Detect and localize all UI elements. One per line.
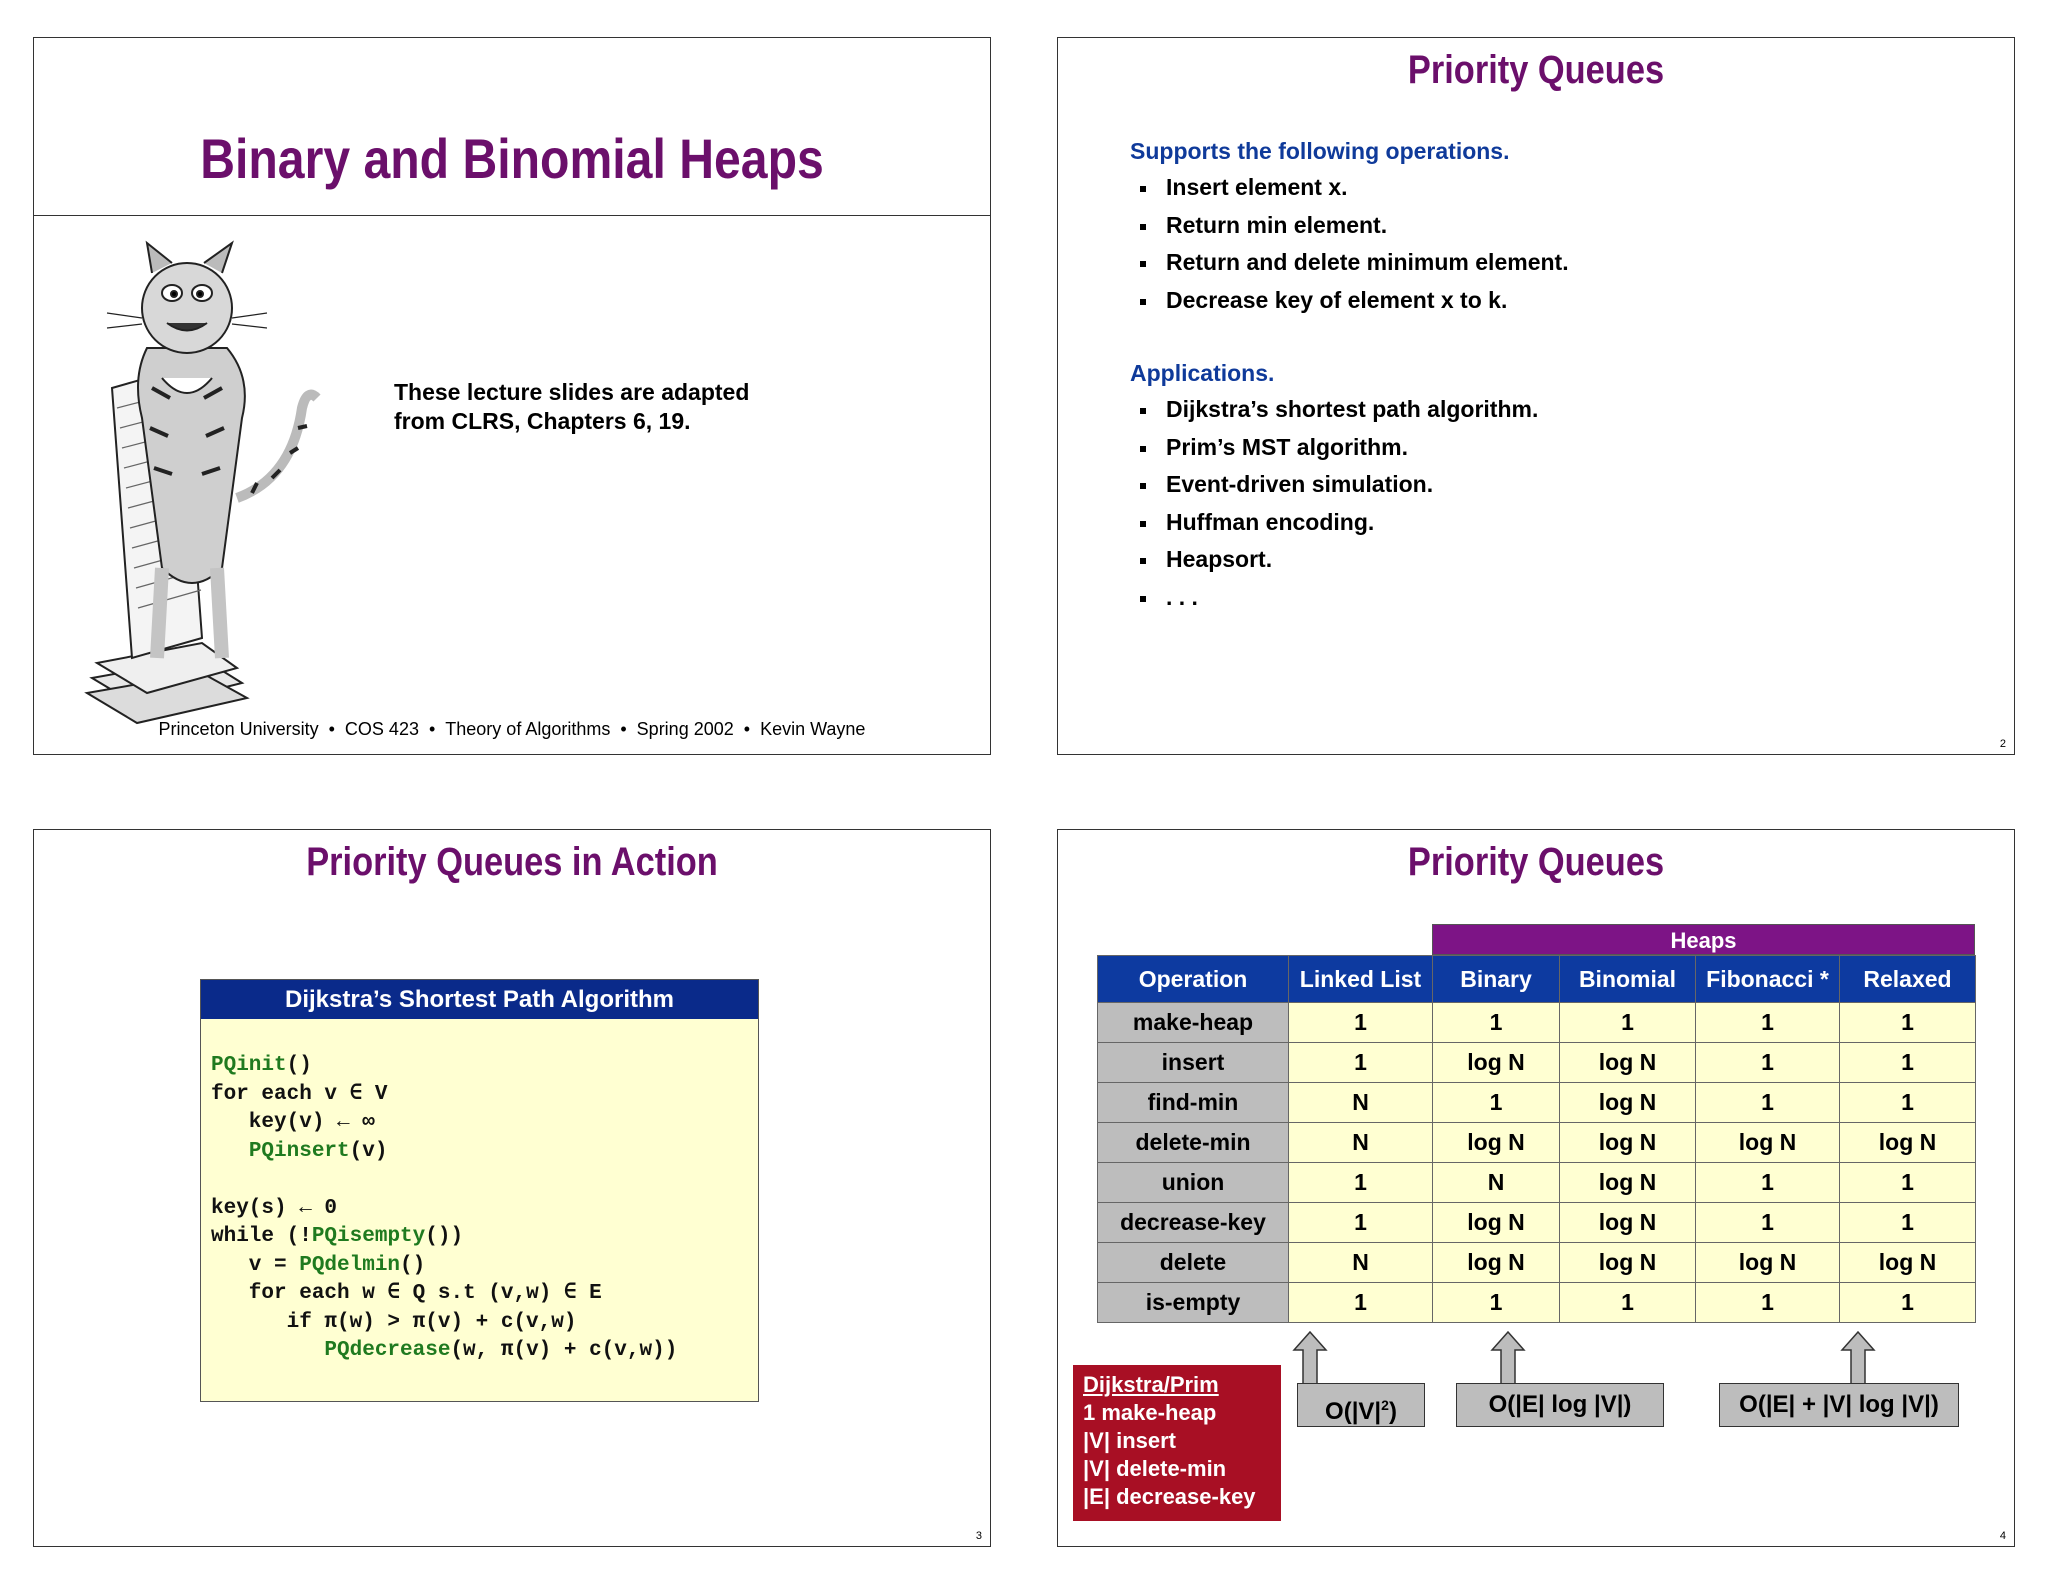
up-arrow-icon bbox=[1488, 1330, 1528, 1386]
applications-list bbox=[1130, 396, 1538, 621]
complexity-cell: 1 bbox=[1840, 1163, 1976, 1203]
applications-heading: Applications. bbox=[1130, 360, 1275, 386]
column-header: Linked List bbox=[1289, 956, 1433, 1003]
operation-cell: make-heap bbox=[1098, 1003, 1289, 1043]
footer-course-title: Theory of Algorithms bbox=[445, 719, 611, 739]
slide-3 bbox=[33, 829, 991, 1547]
note-line: |V| delete-min bbox=[1083, 1456, 1227, 1481]
table-row bbox=[1098, 1083, 1976, 1123]
slide-1 bbox=[33, 37, 991, 755]
list-item: Decrease key of element x to k. bbox=[1130, 287, 1569, 325]
complexity-cell: 1 bbox=[1840, 1083, 1976, 1123]
heaps-group-header: Heaps bbox=[1432, 924, 1975, 955]
complexity-cell: 1 bbox=[1560, 1003, 1696, 1043]
note-line: |V| insert bbox=[1083, 1428, 1177, 1453]
slide-title: Binary and Binomial Heaps bbox=[200, 127, 824, 190]
slide-title: Priority Queues in Action bbox=[306, 840, 718, 884]
list-item: . . . bbox=[1130, 584, 1538, 622]
table-row bbox=[1098, 1203, 1976, 1243]
complexity-cell: 1 bbox=[1289, 1043, 1433, 1083]
footer-university: Princeton University bbox=[158, 719, 319, 739]
complexity-cell: log N bbox=[1560, 1043, 1696, 1083]
note-line: 1 make-heap bbox=[1083, 1400, 1217, 1425]
complexity-cell: log N bbox=[1696, 1243, 1840, 1283]
operation-cell: union bbox=[1098, 1163, 1289, 1203]
up-arrow-icon bbox=[1838, 1330, 1878, 1386]
complexity-cell: log N bbox=[1433, 1123, 1560, 1163]
table-row bbox=[1098, 1243, 1976, 1283]
algorithm-box bbox=[200, 979, 759, 1402]
dijkstra-prim-note bbox=[1073, 1365, 1281, 1521]
list-item: Dijkstra’s shortest path algorithm. bbox=[1130, 396, 1538, 434]
list-item: Huffman encoding. bbox=[1130, 509, 1538, 547]
list-item: Heapsort. bbox=[1130, 546, 1538, 584]
column-header: Binomial bbox=[1560, 956, 1696, 1003]
slide-2 bbox=[1057, 37, 2015, 755]
table-body bbox=[1098, 1003, 1976, 1323]
table-row bbox=[1098, 1043, 1976, 1083]
complexity-box-binary: O(|E| log |V|) bbox=[1456, 1383, 1664, 1427]
complexity-cell: N bbox=[1289, 1243, 1433, 1283]
complexity-cell: 1 bbox=[1696, 1083, 1840, 1123]
complexity-cell: 1 bbox=[1289, 1163, 1433, 1203]
page-number: 2 bbox=[1999, 738, 2006, 750]
table-row bbox=[1098, 1123, 1976, 1163]
credits-note bbox=[394, 378, 749, 436]
complexity-box-fibonacci: O(|E| + |V| log |V|) bbox=[1719, 1383, 1959, 1427]
complexity-cell: 1 bbox=[1696, 1203, 1840, 1243]
slide-footer: Princeton University • COS 423 • Theory of Algorithms • Spring 2002 • Kevin Wayne bbox=[158, 719, 866, 739]
table-row bbox=[1098, 1163, 1976, 1203]
list-item: Prim’s MST algorithm. bbox=[1130, 434, 1538, 472]
complexity-cell: log N bbox=[1560, 1123, 1696, 1163]
pseudocode: PQinit() for each v ∈ V key(v) ← ∞ PQinsert(v) key(s) ← 0 while (!PQisempty()) v = PQdelmin() for each w ∈ Q s.t (v,w) ∈ E if π(w) > π(v) + c(v,w) PQdecrease(w, π(v) + c(v,w)) bbox=[211, 1054, 678, 1362]
up-arrow-icon bbox=[1290, 1330, 1330, 1386]
complexity-cell: N bbox=[1433, 1163, 1560, 1203]
slide-4 bbox=[1057, 829, 2015, 1547]
complexity-cell: log N bbox=[1560, 1083, 1696, 1123]
list-item: Return and delete minimum element. bbox=[1130, 249, 1569, 287]
column-header: Binary bbox=[1433, 956, 1560, 1003]
complexity-cell: 1 bbox=[1289, 1203, 1433, 1243]
complexity-cell: 1 bbox=[1433, 1283, 1560, 1323]
table-row bbox=[1098, 1283, 1976, 1323]
complexity-cell: 1 bbox=[1840, 1003, 1976, 1043]
complexity-cell: 1 bbox=[1696, 1003, 1840, 1043]
complexity-cell: log N bbox=[1840, 1123, 1976, 1163]
complexity-cell: log N bbox=[1433, 1203, 1560, 1243]
list-item: Return min element. bbox=[1130, 212, 1569, 250]
complexity-cell: 1 bbox=[1433, 1083, 1560, 1123]
complexity-box-linked-list: $O(|V|^2)$ bbox=[1297, 1383, 1425, 1427]
complexity-cell: 1 bbox=[1696, 1283, 1840, 1323]
complexity-cell: 1 bbox=[1696, 1163, 1840, 1203]
complexity-cell: 1 bbox=[1696, 1043, 1840, 1083]
complexity-table bbox=[1097, 955, 1976, 1323]
complexity-cell: 1 bbox=[1289, 1283, 1433, 1323]
column-header: Relaxed bbox=[1840, 956, 1976, 1003]
complexity-cell: log N bbox=[1560, 1243, 1696, 1283]
footer-course: COS 423 bbox=[344, 719, 419, 739]
complexity-cell: 1 bbox=[1560, 1283, 1696, 1323]
list-item: Event-driven simulation. bbox=[1130, 471, 1538, 509]
complexity-cell: N bbox=[1289, 1083, 1433, 1123]
column-header: Operation bbox=[1098, 956, 1289, 1003]
operation-cell: is-empty bbox=[1098, 1283, 1289, 1323]
column-header: Fibonacci * bbox=[1696, 956, 1840, 1003]
slide-title: Priority Queues bbox=[1407, 840, 1665, 884]
complexity-cell: log N bbox=[1560, 1163, 1696, 1203]
complexity-cell: log N bbox=[1433, 1043, 1560, 1083]
table-row bbox=[1098, 1003, 1976, 1043]
credits-line-1: These lecture slides are adapted bbox=[394, 379, 750, 405]
page-number: 3 bbox=[975, 1530, 982, 1542]
complexity-cell: log N bbox=[1433, 1243, 1560, 1283]
complexity-cell: 1 bbox=[1840, 1283, 1976, 1323]
operation-cell: delete-min bbox=[1098, 1123, 1289, 1163]
complexity-cell: log N bbox=[1696, 1123, 1840, 1163]
complexity-cell: 1 bbox=[1289, 1003, 1433, 1043]
table-header-row bbox=[1098, 956, 1976, 1003]
operation-cell: decrease-key bbox=[1098, 1203, 1289, 1243]
complexity-cell: 1 bbox=[1840, 1043, 1976, 1083]
list-item: Insert element x. bbox=[1130, 174, 1569, 212]
operation-cell: insert bbox=[1098, 1043, 1289, 1083]
complexity-cell: log N bbox=[1560, 1203, 1696, 1243]
footer-term: Spring 2002 bbox=[636, 719, 734, 739]
slide-title: Priority Queues bbox=[1407, 48, 1665, 92]
complexity-cell: N bbox=[1289, 1123, 1433, 1163]
operations-list bbox=[1130, 174, 1569, 324]
operation-cell: find-min bbox=[1098, 1083, 1289, 1123]
complexity-cell: 1 bbox=[1433, 1003, 1560, 1043]
page-number: 4 bbox=[1999, 1530, 2006, 1542]
footer-author: Kevin Wayne bbox=[760, 719, 866, 739]
credits-line-2: from CLRS, Chapters 6, 19. bbox=[394, 408, 691, 434]
complexity-cell: 1 bbox=[1840, 1203, 1976, 1243]
operation-cell: delete bbox=[1098, 1243, 1289, 1283]
algorithm-header: Dijkstra’s Shortest Path Algorithm bbox=[201, 980, 758, 1019]
tiger-illustration bbox=[52, 238, 332, 728]
operations-heading: Supports the following operations. bbox=[1130, 138, 1510, 164]
title-divider bbox=[34, 215, 990, 216]
complexity-cell: log N bbox=[1840, 1243, 1976, 1283]
note-title: Dijkstra/Prim bbox=[1083, 1372, 1219, 1397]
note-line: |E| decrease-key bbox=[1083, 1484, 1256, 1509]
